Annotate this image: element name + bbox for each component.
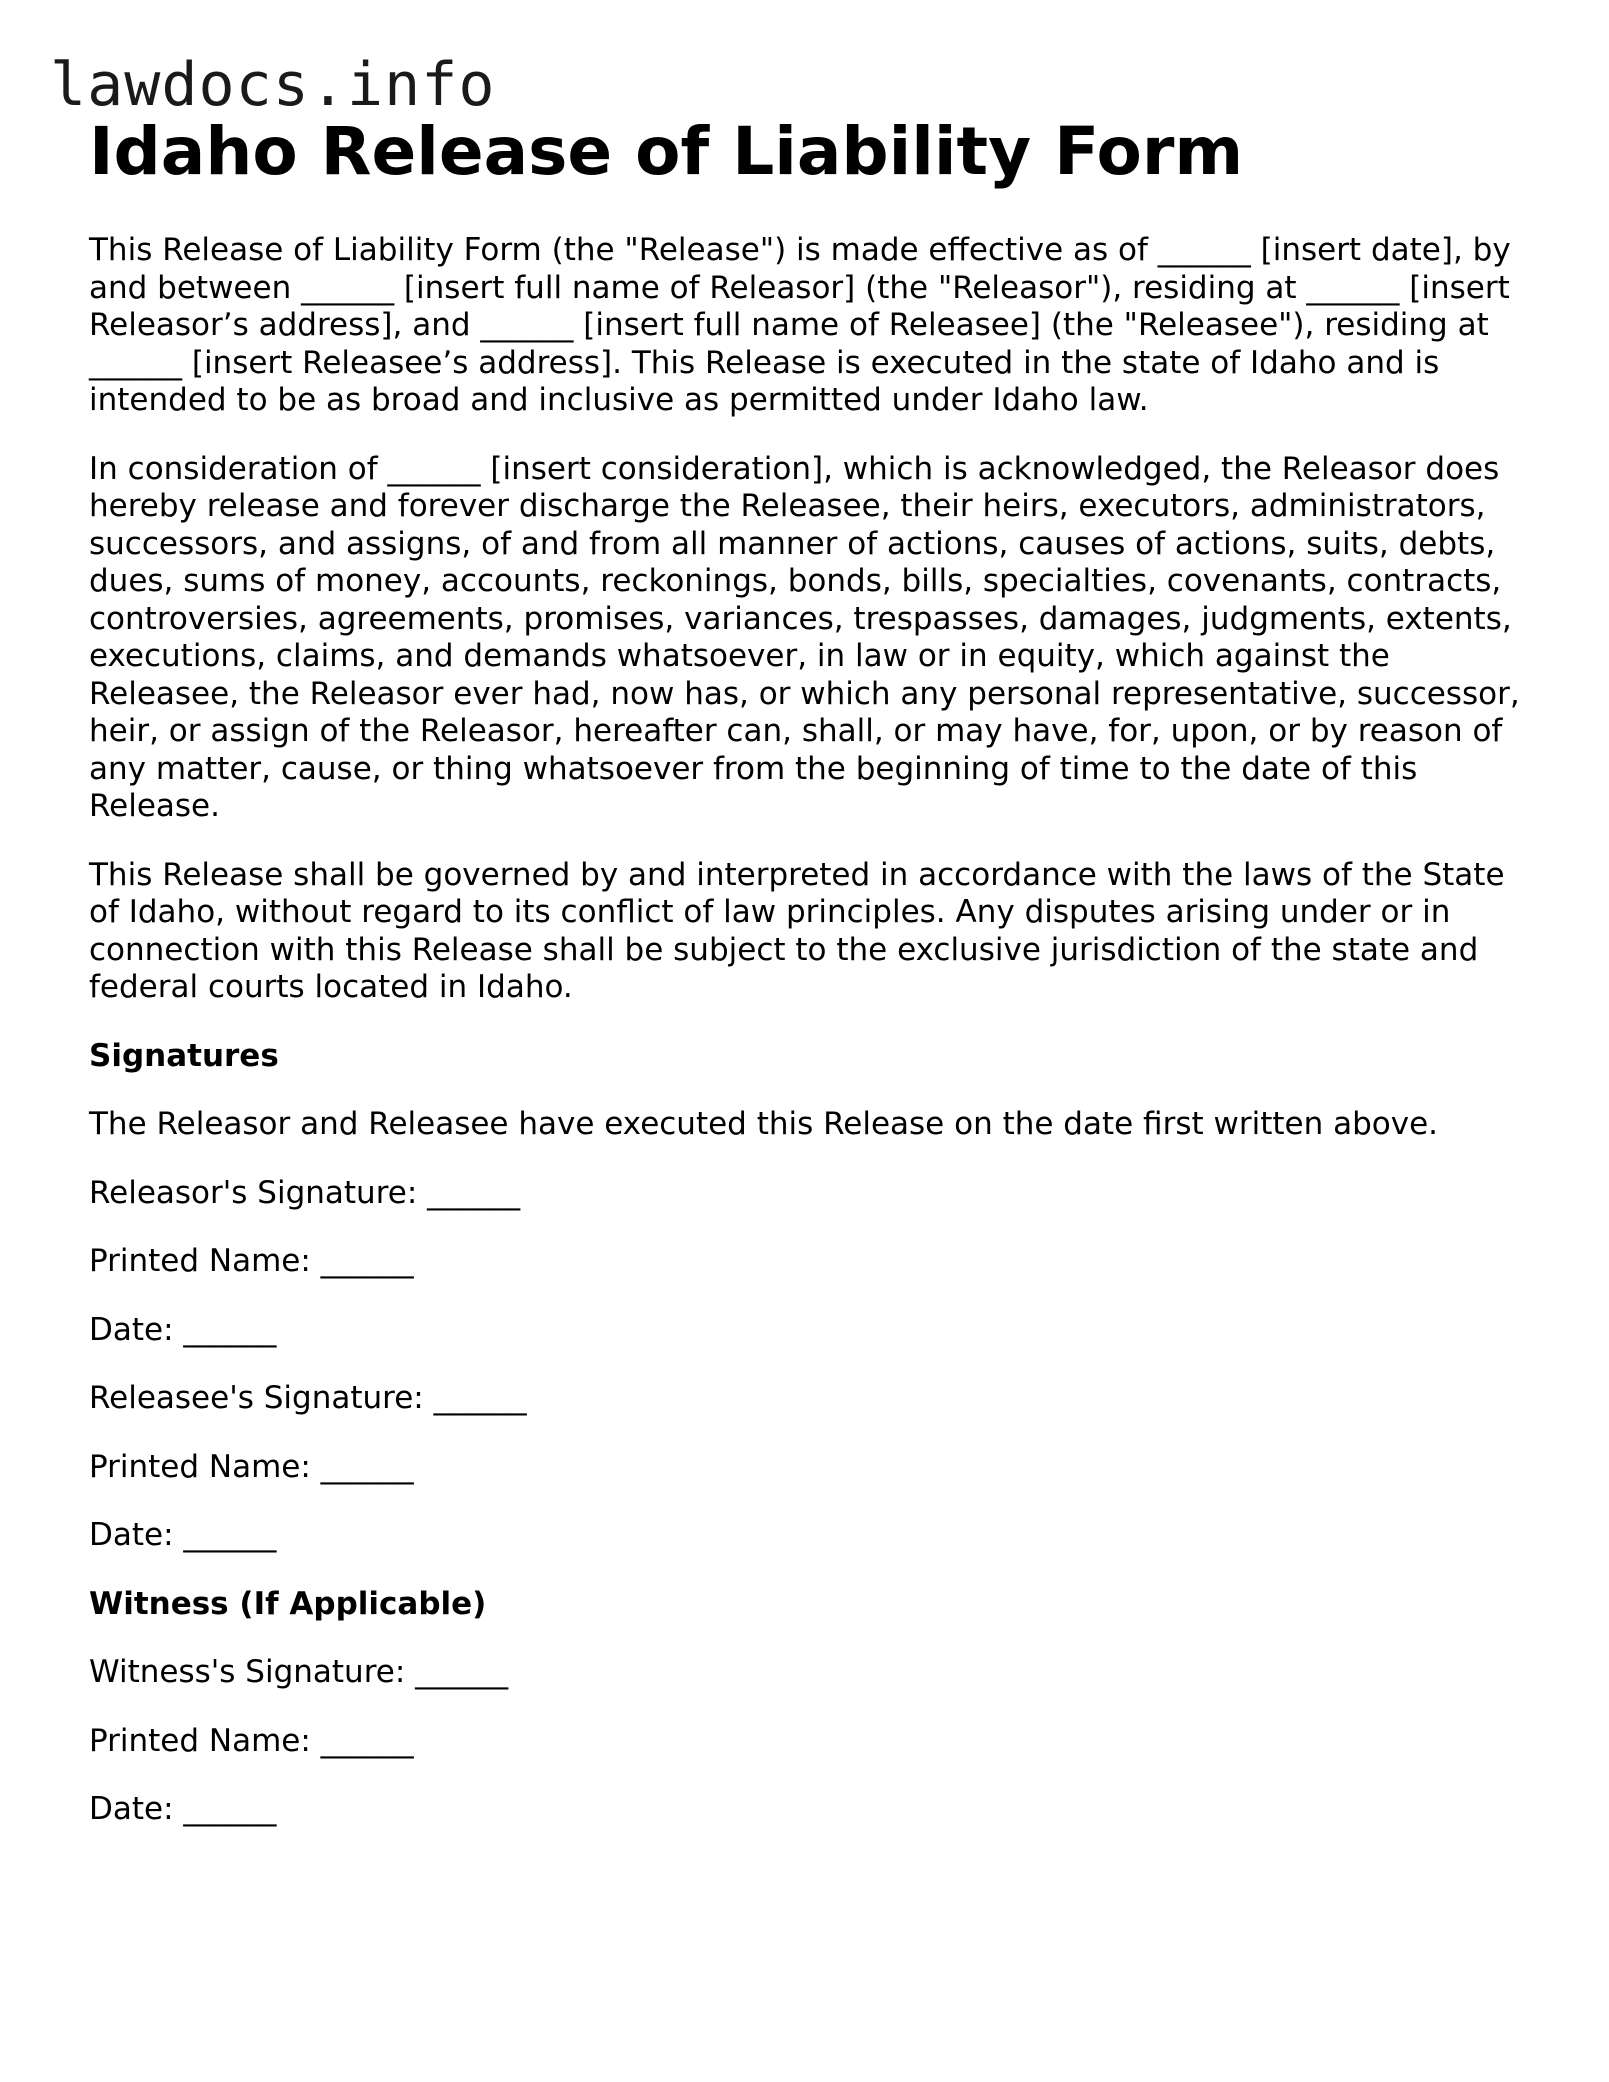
document-body	[89, 112, 1529, 1829]
releasor-date-line: Date: ______	[89, 1311, 277, 1348]
witness-signature-line: Witness's Signature: ______	[89, 1654, 509, 1690]
paragraph-parties: This Release of Liability Form (the "Release") is made effective as of ______ [insert date], by and between ______ [insert full name of Releasor] (the "Releasor"), residing at ______ [insert Releasor’s address], and ______ [insert full name of Releasee] (the "Releasee"), residing at ______ [insert Releasee’s address]. This Release is executed in the state of Idaho and is intended to be as broad and inclusive as permitted under Idaho law.	[89, 232, 1511, 418]
paragraph-governing-law: This Release shall be governed by and interpreted in accordance with the laws of the State of Idaho, without regard to its conflict of law principles. Any disputes arising under or in connection with this Release shall be subject to the exclusive jurisdiction of the state and federal courts located in Idaho.	[89, 856, 1505, 1005]
releasor-signature-line: Releasor's Signature: ______	[89, 1174, 521, 1211]
signatures-statement: The Releasor and Releasee have executed this Release on the date first written above.	[89, 1106, 1438, 1142]
witness-date-line: Date: ______	[89, 1791, 277, 1827]
releasee-date-line: Date: ______	[89, 1517, 277, 1553]
releasee-signature-line: Releasee's Signature: ______	[89, 1380, 527, 1416]
document-title: Idaho Release of Liability Form	[89, 113, 1244, 190]
releasee-printed-name-line: Printed Name: ______	[89, 1448, 414, 1485]
site-watermark: lawdocs.info	[50, 50, 496, 120]
paragraph-release-terms: In consideration of ______ [insert consideration], which is acknowledged, the Releasor does hereby release and forever discharge the Releasee, their heirs, executors, administrators, successors, and assigns, of and from all manner of actions, causes of actions, suits, debts, dues, sums of money, accounts, reckonings, bonds, bills, specialties, covenants, contracts, controversies, agreements, promises, variances, trespasses, damages, judgments, extents, executions, claims, and demands whatsoever, in law or in equity, which against the Releasee, the Releasor ever had, now has, or which any personal representative, successor, heir, or assign of the Releasor, hereafter can, shall, or may have, for, upon, or by reason of any matter, cause, or thing whatsoever from the beginning of time to the date of this Release.	[89, 450, 1520, 824]
witness-printed-name-line: Printed Name: ______	[89, 1722, 414, 1759]
witness-heading: Witness (If Applicable)	[89, 1585, 487, 1622]
releasor-printed-name-line: Printed Name: ______	[89, 1243, 414, 1279]
signatures-heading: Signatures	[89, 1037, 279, 1074]
